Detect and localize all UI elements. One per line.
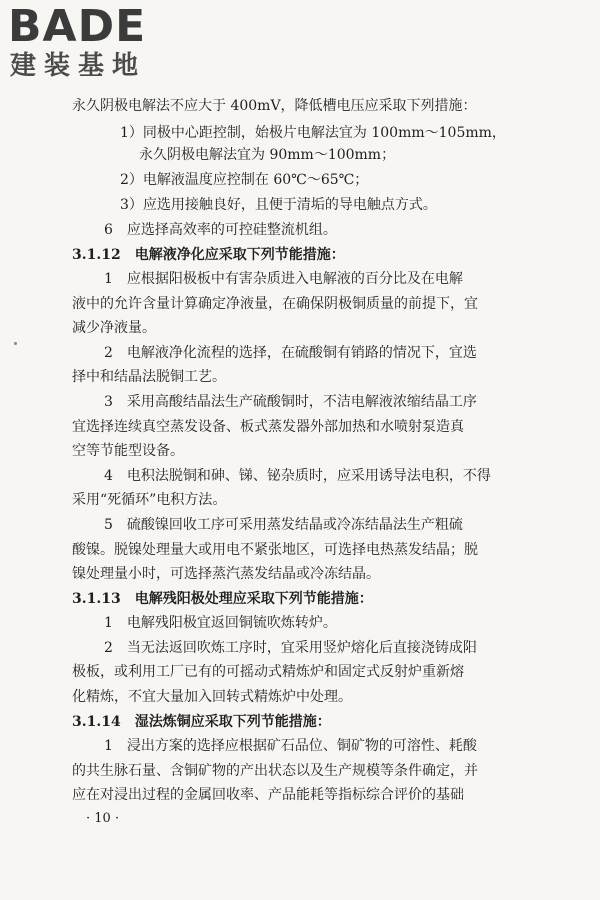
text-line: 永久阴极电解法宜为 90mm～100mm； bbox=[139, 147, 396, 163]
logo-subtitle: 建装基地 bbox=[10, 51, 147, 81]
text-line: 应在对浸出过程的金属回收率、产品能耗等指标综合评价的基础 bbox=[72, 787, 464, 803]
text-line: 择中和结晶法脱铜工艺。 bbox=[72, 369, 226, 385]
text-line: 极板，或利用工厂已有的可摇动式精炼炉和固定式反射炉重新熔 bbox=[72, 664, 464, 680]
numbered-item: 1 电解残阳极宜返回铜锍吹炼转炉。 bbox=[104, 615, 337, 631]
text-line: 宜选择连续真空蒸发设备、板式蒸发器外部加热和水喷射泵造真 bbox=[72, 419, 464, 435]
section-heading: 3.1.12 电解液净化应采取下列节能措施： bbox=[72, 247, 345, 263]
text-line: 减少净液量。 bbox=[72, 320, 156, 336]
numbered-item: 5 硫酸镍回收工序可采用蒸发结晶或冷冻结晶法生产粗硫 bbox=[104, 517, 463, 533]
bade-logo bbox=[8, 2, 208, 88]
logo-mark: BADE bbox=[8, 1, 147, 52]
text-line: 的共生脉石量、含铜矿物的产出状态以及生产规模等条件确定，并 bbox=[72, 763, 478, 779]
text-line: 化精炼，不宜大量加入回转式精炼炉中处理。 bbox=[72, 689, 352, 705]
text-line: 采用“死循环”电积方法。 bbox=[72, 492, 227, 508]
page-number: · 10 · bbox=[86, 811, 120, 826]
text-line: 液中的允许含量计算确定净液量，在确保阴极铜质量的前提下，宜 bbox=[72, 296, 478, 312]
text-line: 永久阴极电解法不应大于 400mV，降低槽电压应采取下列措施： bbox=[72, 98, 477, 114]
numbered-item: 2 当无法返回吹炼工序时，宜采用竖炉熔化后直接浇铸成阳 bbox=[104, 640, 477, 656]
text-line: 空等节能型设备。 bbox=[72, 443, 184, 459]
list-item: 2）电解液温度应控制在 60℃～65℃； bbox=[120, 172, 369, 188]
list-item: 3）应选用接触良好，且便于清垢的导电触点方式。 bbox=[120, 197, 437, 213]
numbered-item: 1 浸出方案的选择应根据矿石品位、铜矿物的可溶性、耗酸 bbox=[104, 738, 477, 754]
numbered-item: 6 应选择高效率的可控硅整流机组。 bbox=[104, 222, 337, 238]
section-heading: 3.1.13 电解残阳极处理应采取下列节能措施： bbox=[72, 591, 373, 607]
numbered-item: 3 采用高酸结晶法生产硫酸铜时，不洁电解液浓缩结晶工序 bbox=[104, 394, 477, 410]
numbered-item: 2 电解液净化流程的选择，在硫酸铜有销路的情况下，宜选 bbox=[104, 345, 477, 361]
list-item: 1）同极中心距控制，始极片电解法宜为 100mm～105mm， bbox=[120, 125, 506, 141]
text-line: 酸镍。脱镍处理量大或用电不紧张地区，可选择电热蒸发结晶；脱 bbox=[72, 542, 478, 558]
section-heading: 3.1.14 湿法炼铜应采取下列节能措施： bbox=[72, 714, 331, 730]
numbered-item: 1 应根据阳极板中有害杂质进入电解液的百分比及在电解 bbox=[104, 271, 463, 287]
numbered-item: 4 电积法脱铜和砷、锑、铋杂质时，应采用诱导法电积，不得 bbox=[104, 468, 491, 484]
scan-speck bbox=[14, 342, 17, 345]
text-line: 镍处理量小时，可选择蒸汽蒸发结晶或冷冻结晶。 bbox=[72, 566, 380, 582]
